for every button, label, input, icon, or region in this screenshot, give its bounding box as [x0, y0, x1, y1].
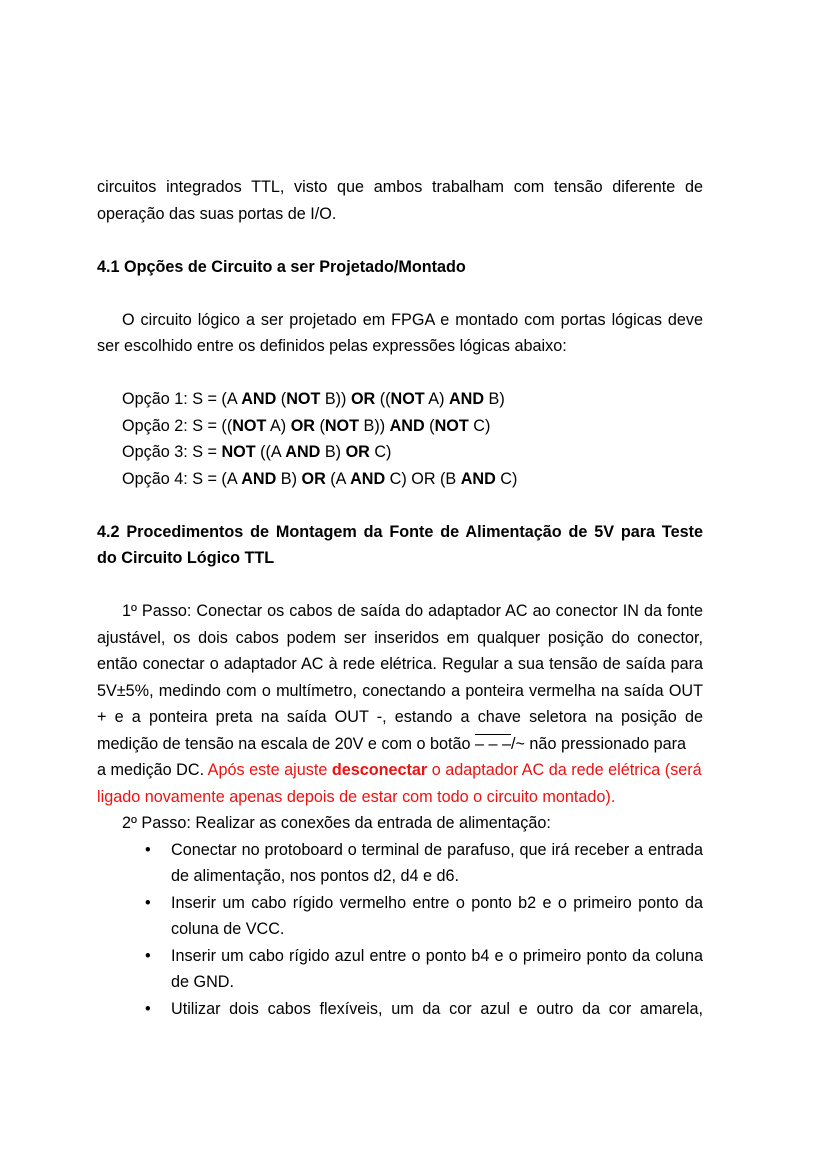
logic-option — [97, 439, 703, 466]
bullet-icon: • — [145, 946, 151, 965]
warning-text-end: o adaptador AC da rede elétrica (será — [427, 761, 702, 779]
section-4-2-heading-line-1: 4.2 Procedimentos de Montagem da Fonte de Alimentação de 5V para Teste — [97, 522, 703, 541]
logic-operator: AND — [389, 416, 425, 435]
section-4-2-heading-line-2: do Circuito Lógico TTL — [97, 549, 275, 567]
logic-operator: AND — [350, 469, 386, 488]
step1-line — [97, 731, 703, 758]
step1-line6-text-end: /~ não pressionado para — [510, 734, 687, 753]
bullet-item-continuation — [97, 969, 703, 996]
bullet-text: coluna de VCC. — [171, 920, 285, 938]
bullet-item — [97, 943, 703, 970]
logic-expression-text: Opção 2: S = (( — [122, 416, 233, 435]
logic-operator: OR — [345, 443, 370, 461]
logic-operator: OR — [290, 416, 315, 435]
logic-operator: AND — [460, 469, 496, 488]
logic-expression-text: (( — [375, 390, 391, 408]
bullet-text: Inserir um cabo rígido vermelho entre o ponto b2 e o primeiro ponto da — [171, 893, 703, 912]
step1-line: + e a ponteira preta na saída OUT -, estando a chave seletora na posição de — [97, 708, 703, 726]
logic-operator: OR — [301, 469, 326, 488]
bullet-item — [97, 996, 703, 1023]
logic-operator: NOT — [434, 416, 469, 435]
step1-line — [97, 757, 703, 784]
logic-expression-text: ( — [276, 390, 287, 408]
intro-line-2: operação das suas portas de I/O. — [97, 204, 337, 223]
section-4-1-heading: 4.1 Opções de Circuito a ser Projetado/Montado — [97, 257, 466, 276]
bullet-icon: • — [145, 893, 151, 912]
logic-expression-text: Opção 1: S = (A — [122, 390, 242, 408]
warning-text: Após este ajuste — [207, 761, 332, 779]
logic-expression-text: (A — [325, 469, 351, 488]
bullet-item — [97, 890, 703, 917]
logic-expression-text: Opção 4: S = (A — [122, 469, 242, 488]
bullet-item — [97, 837, 703, 864]
logic-expression-text: C) — [468, 416, 491, 435]
section-4-1-paragraph-line-2: ser escolhido entre os definidos pelas expressões lógicas abaixo: — [97, 337, 567, 355]
logic-expression-text: C) — [369, 443, 392, 461]
logic-operator: NOT — [221, 443, 256, 461]
logic-operator: AND — [285, 443, 321, 461]
logic-option — [97, 386, 703, 413]
logic-expression-text: A) — [424, 390, 449, 408]
logic-expression-text: C) OR (B — [385, 469, 461, 488]
logic-expression-text: B) — [320, 443, 346, 461]
bullet-text: Utilizar dois cabos flexíveis, um da cor azul e outro da cor amarela, — [171, 999, 703, 1018]
section-4-1-paragraph-line-1: O circuito lógico a ser projetado em FPGA e montado com portas lógicas deve — [122, 310, 703, 329]
step1-line: então conectar o adaptador AC à rede elétrica. Regular a sua tensão de saída para — [97, 655, 703, 673]
bullet-item-continuation — [97, 916, 703, 943]
logic-expression-text: ( — [314, 416, 325, 435]
bullet-text: Conectar no protoboard o terminal de parafuso, que irá receber a entrada — [171, 840, 703, 859]
logic-operator: OR — [350, 390, 376, 408]
step2-bullet-list — [97, 837, 703, 1023]
document-page — [97, 174, 703, 1022]
logic-operator: NOT — [286, 390, 321, 408]
intro-line-1: circuitos integrados TTL, visto que ambos trabalham com tensão diferente de — [97, 178, 703, 196]
bullet-item-continuation — [97, 863, 703, 890]
logic-expression-text: B)) — [359, 416, 390, 435]
logic-expression-text: B)) — [320, 390, 351, 408]
bullet-text: de alimentação, nos pontos d2, d4 e d6. — [171, 867, 459, 885]
logic-operator: AND — [448, 390, 485, 408]
logic-operator: NOT — [390, 390, 425, 408]
warning-text-line: ligado novamente apenas depois de estar com todo o circuito montado). — [97, 787, 616, 806]
bullet-text: de GND. — [171, 973, 234, 991]
step1-line7-text: a medição DC. — [97, 761, 208, 779]
logic-expression-text: B) — [276, 469, 302, 488]
logic-expression-text: C) — [495, 469, 518, 488]
ac-dc-button-symbol: – – – — [474, 734, 511, 753]
bullet-icon: • — [145, 840, 151, 859]
logic-expression-text: Opção 3: S = — [122, 443, 222, 461]
logic-operator: AND — [241, 469, 277, 488]
logic-expression-text: A) — [266, 416, 291, 435]
logic-expression-text: ( — [424, 416, 435, 435]
bullet-icon: • — [145, 999, 151, 1018]
logic-options-list — [97, 386, 703, 492]
bullet-text: Inserir um cabo rígido azul entre o ponto b4 e o primeiro ponto da coluna — [171, 946, 703, 965]
logic-option — [97, 413, 703, 440]
step2-line: 2º Passo: Realizar as conexões da entrada de alimentação: — [122, 814, 551, 832]
step1-line: ajustável, os dois cabos podem ser inseridos em qualquer posição do conector, — [97, 628, 703, 647]
logic-option — [97, 466, 703, 493]
logic-operator: NOT — [232, 416, 267, 435]
logic-expression-text: ((A — [255, 443, 286, 461]
step1-line: 1º Passo: Conectar os cabos de saída do adaptador AC ao conector IN da fonte — [122, 602, 703, 620]
logic-operator: NOT — [324, 416, 360, 435]
warning-text-bold: desconectar — [331, 761, 428, 779]
step1-line6-text: medição de tensão na escala de 20V e com o botão — [97, 734, 475, 753]
logic-operator: AND — [241, 390, 277, 408]
step1-line: 5V±5%, medindo com o multímetro, conectando a ponteira vermelha na saída OUT — [97, 681, 703, 700]
logic-expression-text: B) — [484, 390, 505, 408]
